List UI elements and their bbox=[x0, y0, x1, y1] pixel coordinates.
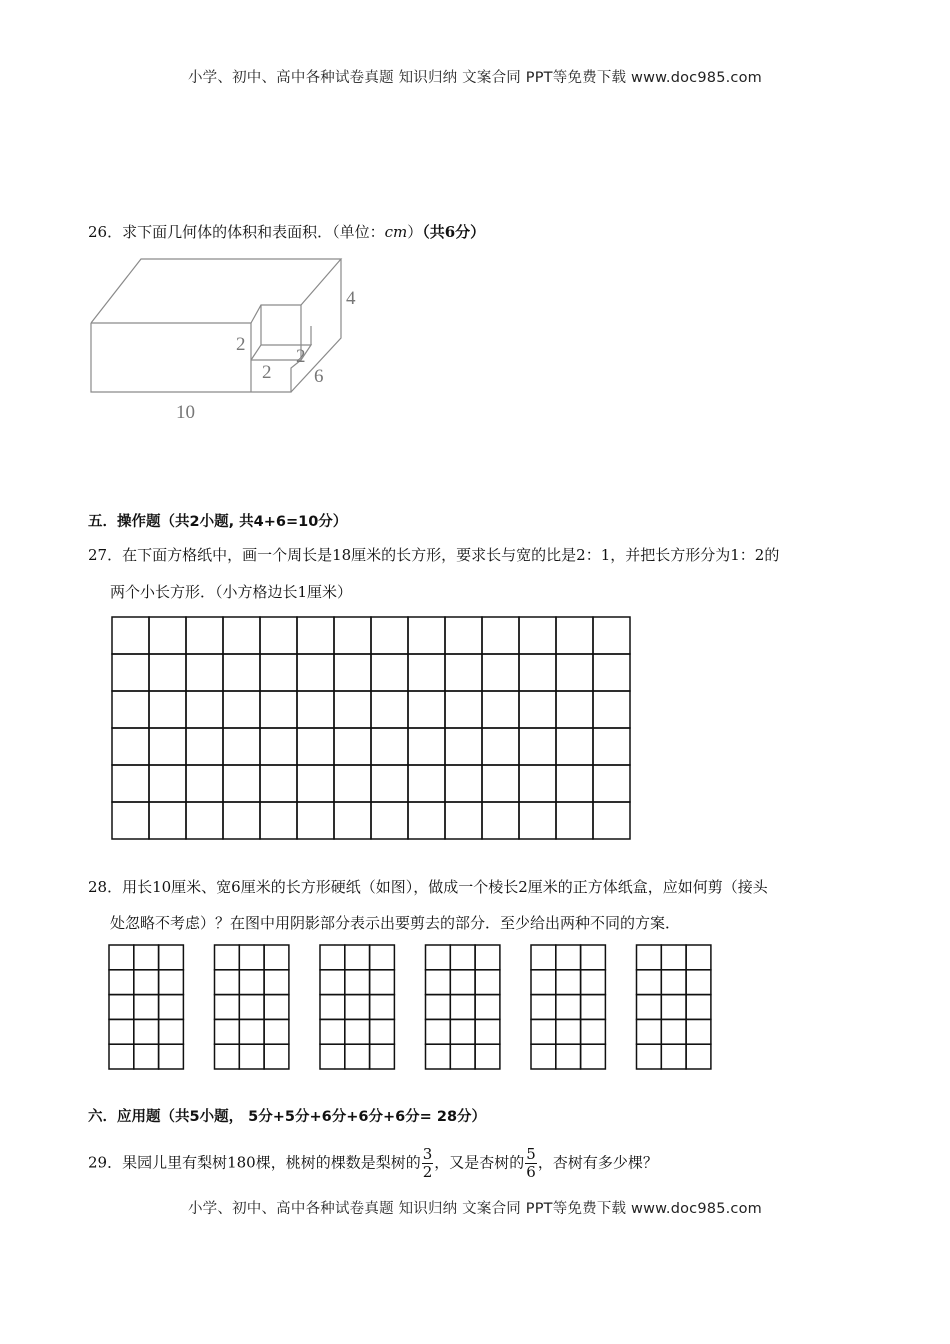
grid-cell bbox=[593, 691, 630, 728]
grid-cell bbox=[519, 728, 556, 765]
grid-cell bbox=[371, 765, 408, 802]
grid-cell bbox=[519, 654, 556, 691]
grid-cell bbox=[426, 1044, 451, 1069]
grid-cell bbox=[186, 617, 223, 654]
grid-cell bbox=[637, 1044, 662, 1069]
grid-cell bbox=[450, 970, 475, 995]
grid-cell bbox=[149, 802, 186, 839]
fraction-1-denominator: 2 bbox=[422, 1163, 433, 1181]
grid-cell bbox=[593, 765, 630, 802]
grid-cell bbox=[297, 617, 334, 654]
grid-cell bbox=[215, 1044, 240, 1069]
grid-cell bbox=[661, 1044, 686, 1069]
grid-cell bbox=[637, 1019, 662, 1044]
grid-cell bbox=[556, 1019, 581, 1044]
grid-cell bbox=[581, 945, 606, 970]
grid-27 bbox=[112, 617, 630, 839]
grid-cell bbox=[370, 945, 395, 970]
grid-cell bbox=[264, 970, 289, 995]
grid-cell bbox=[320, 1019, 345, 1044]
grid-cell bbox=[556, 654, 593, 691]
section-6-title: 六．应用题（共5小题， 5分+5分+6分+6分+6分= 28分） bbox=[88, 1109, 487, 1125]
grid-cell bbox=[109, 970, 134, 995]
question-26-close: ） bbox=[407, 223, 423, 241]
grid-cell bbox=[223, 765, 260, 802]
grid-cell bbox=[297, 802, 334, 839]
grid-cell bbox=[475, 1019, 500, 1044]
grid-cell bbox=[134, 1044, 159, 1069]
grid-cell bbox=[556, 970, 581, 995]
grid-cell bbox=[159, 1019, 184, 1044]
grid-cell bbox=[186, 654, 223, 691]
grid-cell bbox=[531, 1044, 556, 1069]
label-depth: 6 bbox=[314, 366, 324, 387]
grid-cell bbox=[556, 765, 593, 802]
grid-cell bbox=[475, 995, 500, 1020]
grid-cell bbox=[345, 945, 370, 970]
grid-cell bbox=[445, 617, 482, 654]
grid-cell bbox=[223, 802, 260, 839]
grid-cell bbox=[370, 970, 395, 995]
grid-cell bbox=[482, 617, 519, 654]
grid-cell bbox=[371, 802, 408, 839]
grid-cell bbox=[371, 728, 408, 765]
cardboard-grid-6 bbox=[637, 945, 711, 1069]
grid-cell bbox=[345, 1044, 370, 1069]
grid-cell bbox=[426, 995, 451, 1020]
question-26-points: （共6分） bbox=[422, 223, 486, 241]
grid-cell bbox=[370, 1044, 395, 1069]
grid-cell bbox=[408, 617, 445, 654]
grid-cell bbox=[149, 617, 186, 654]
cardboard-grid-5 bbox=[531, 945, 605, 1069]
question-29-part2: ，又是杏树的 bbox=[434, 1153, 525, 1172]
grid-cell bbox=[112, 802, 149, 839]
grid-cell bbox=[475, 945, 500, 970]
question-29-part3: ，杏树有多少棵？ bbox=[537, 1153, 658, 1172]
page-header: 小学、初中、高中各种试卷真题 知识归纳 文案合同 PPT等免费下载 www.doc985.com bbox=[187, 70, 763, 86]
grid-cell bbox=[556, 691, 593, 728]
grid-cell bbox=[215, 970, 240, 995]
grid-cell bbox=[112, 765, 149, 802]
grid-cell bbox=[320, 995, 345, 1020]
grid-cell bbox=[593, 802, 630, 839]
grid-cell bbox=[134, 1019, 159, 1044]
grid-cell bbox=[239, 1019, 264, 1044]
grid-cell bbox=[264, 1044, 289, 1069]
grid-cell bbox=[426, 970, 451, 995]
label-notch-w: 2 bbox=[262, 362, 272, 383]
grid-cell bbox=[531, 1019, 556, 1044]
grid-cell bbox=[239, 970, 264, 995]
grid-cell bbox=[450, 945, 475, 970]
cardboard-grid-3 bbox=[320, 945, 394, 1069]
grid-cell bbox=[531, 945, 556, 970]
question-29-part1: 29．果园儿里有梨树180棵，桃树的棵数是梨树的 bbox=[88, 1153, 421, 1172]
grid-cell bbox=[445, 802, 482, 839]
grid-cell bbox=[519, 802, 556, 839]
grid-cell bbox=[637, 995, 662, 1020]
grid-cell bbox=[334, 617, 371, 654]
grid-cell bbox=[112, 617, 149, 654]
grid-cell bbox=[581, 970, 606, 995]
grid-cell bbox=[186, 691, 223, 728]
grid-cell bbox=[686, 970, 711, 995]
grid-cell bbox=[223, 691, 260, 728]
question-26-text: 26．求下面几何体的体积和表面积．（单位： bbox=[88, 223, 385, 241]
grid-cell bbox=[134, 945, 159, 970]
grid-cell bbox=[637, 945, 662, 970]
grid-cell bbox=[556, 945, 581, 970]
grid-cell bbox=[556, 617, 593, 654]
grid-cell bbox=[686, 995, 711, 1020]
grid-cell bbox=[334, 802, 371, 839]
grid-cell bbox=[581, 1044, 606, 1069]
grid-cell bbox=[297, 728, 334, 765]
grid-cell bbox=[345, 995, 370, 1020]
grid-cell bbox=[475, 970, 500, 995]
grid-cell bbox=[661, 945, 686, 970]
grid-cell bbox=[223, 728, 260, 765]
grid-cell bbox=[661, 995, 686, 1020]
grid-cell bbox=[334, 691, 371, 728]
grid-cell bbox=[519, 765, 556, 802]
grid-cell bbox=[426, 1019, 451, 1044]
grid-cell bbox=[159, 945, 184, 970]
grid-cell bbox=[134, 970, 159, 995]
grid-cell bbox=[370, 995, 395, 1020]
grid-cell bbox=[445, 728, 482, 765]
cardboard-grid-2 bbox=[215, 945, 289, 1069]
grid-cell bbox=[264, 995, 289, 1020]
cardboard-grids bbox=[106, 942, 726, 1074]
grid-cell bbox=[482, 802, 519, 839]
grid-cell bbox=[260, 691, 297, 728]
grid-cell bbox=[450, 1019, 475, 1044]
grid-cell bbox=[297, 691, 334, 728]
grid-cell bbox=[637, 970, 662, 995]
grid-cell bbox=[593, 617, 630, 654]
grid-cell bbox=[223, 617, 260, 654]
fraction-1-numerator: 3 bbox=[422, 1145, 433, 1163]
grid-cell bbox=[260, 654, 297, 691]
grid-cell bbox=[264, 945, 289, 970]
grid-cell bbox=[112, 691, 149, 728]
question-28-line1: 28．用长10厘米、宽6厘米的长方形硬纸（如图），做成一个棱长2厘米的正方体纸盒，应如何剪（接头 bbox=[88, 878, 768, 896]
question-27-line1: 27．在下面方格纸中，画一个周长是18厘米的长方形，要求长与宽的比是2：1，并把长方形分为1：2的 bbox=[88, 546, 780, 564]
grid-cell bbox=[556, 728, 593, 765]
grid-cell bbox=[370, 1019, 395, 1044]
grid-cell bbox=[260, 617, 297, 654]
cardboard-grid-4 bbox=[426, 945, 500, 1069]
grid-cell bbox=[482, 765, 519, 802]
grid-cell bbox=[408, 728, 445, 765]
geometry-figure bbox=[80, 250, 370, 430]
fraction-five-sixths bbox=[525, 1146, 537, 1181]
grid-cell bbox=[297, 765, 334, 802]
label-notch-h: 2 bbox=[236, 334, 246, 355]
grid-cell bbox=[593, 728, 630, 765]
unit-cm: cm bbox=[384, 223, 408, 241]
grid-cell bbox=[408, 654, 445, 691]
grid-cell bbox=[109, 995, 134, 1020]
grid-cell bbox=[334, 654, 371, 691]
grid-cell bbox=[531, 970, 556, 995]
grid-cell bbox=[320, 945, 345, 970]
grid-cell bbox=[408, 802, 445, 839]
grid-cell bbox=[149, 654, 186, 691]
grid-cell bbox=[109, 945, 134, 970]
grid-cell bbox=[371, 617, 408, 654]
grid-cell bbox=[531, 995, 556, 1020]
grid-cell bbox=[159, 970, 184, 995]
grid-cell bbox=[260, 802, 297, 839]
question-28-line2: 处忽略不考虑）？在图中用阴影部分表示出要剪去的部分．至少给出两种不同的方案． bbox=[110, 914, 681, 932]
grid-cell bbox=[215, 1019, 240, 1044]
grid-cell bbox=[661, 970, 686, 995]
grid-cell bbox=[519, 691, 556, 728]
grid-cell bbox=[408, 691, 445, 728]
grid-cell bbox=[556, 995, 581, 1020]
grid-cell bbox=[475, 1044, 500, 1069]
grid-cell bbox=[320, 1044, 345, 1069]
grid-cell bbox=[149, 765, 186, 802]
grid-cell bbox=[239, 945, 264, 970]
grid-cell bbox=[186, 765, 223, 802]
grid-cell bbox=[239, 995, 264, 1020]
grid-cell bbox=[112, 728, 149, 765]
fraction-2-numerator: 5 bbox=[526, 1145, 536, 1163]
grid-cell bbox=[686, 1044, 711, 1069]
grid-cell bbox=[149, 691, 186, 728]
grid-cell bbox=[445, 765, 482, 802]
grid-cell bbox=[450, 995, 475, 1020]
grid-cell bbox=[686, 945, 711, 970]
grid-cell bbox=[519, 617, 556, 654]
section-5-title: 五．操作题（共2小题, 共4+6=10分） bbox=[88, 514, 348, 530]
grid-cell bbox=[223, 654, 260, 691]
grid-cell bbox=[371, 691, 408, 728]
cardboard-grid-1 bbox=[109, 945, 183, 1069]
grid-cell bbox=[661, 1019, 686, 1044]
grid-cell bbox=[482, 691, 519, 728]
question-27-line2: 两个小长方形．（小方格边长1厘米） bbox=[110, 583, 353, 601]
grid-cell bbox=[215, 945, 240, 970]
grid-cell bbox=[134, 995, 159, 1020]
grid-cell bbox=[260, 728, 297, 765]
label-length: 10 bbox=[176, 402, 195, 423]
fraction-2-denominator: 6 bbox=[526, 1163, 536, 1181]
grid-cell bbox=[260, 765, 297, 802]
grid-cell bbox=[445, 654, 482, 691]
grid-cell bbox=[345, 970, 370, 995]
grid-cell bbox=[264, 1019, 289, 1044]
grid-cell bbox=[112, 654, 149, 691]
grid-cell bbox=[426, 945, 451, 970]
grid-cell bbox=[556, 1044, 581, 1069]
label-notch-d: 2 bbox=[296, 346, 306, 367]
grid-cell bbox=[109, 1044, 134, 1069]
grid-cell bbox=[186, 728, 223, 765]
grid-cell bbox=[149, 728, 186, 765]
grid-cell bbox=[345, 1019, 370, 1044]
grid-cell bbox=[297, 654, 334, 691]
grid-cell bbox=[159, 995, 184, 1020]
grid-cell bbox=[593, 654, 630, 691]
question-29 bbox=[88, 1146, 658, 1181]
grid-cell bbox=[408, 765, 445, 802]
grid-cell bbox=[159, 1044, 184, 1069]
square-grid-paper bbox=[110, 615, 632, 845]
question-26 bbox=[88, 222, 485, 242]
fraction-three-halves bbox=[422, 1146, 434, 1181]
grid-cell bbox=[450, 1044, 475, 1069]
grid-cell bbox=[445, 691, 482, 728]
grid-cell bbox=[556, 802, 593, 839]
grid-cell bbox=[482, 654, 519, 691]
grid-cell bbox=[186, 802, 223, 839]
grid-cell bbox=[371, 654, 408, 691]
grid-cell bbox=[581, 1019, 606, 1044]
grid-cell bbox=[215, 995, 240, 1020]
page-footer: 小学、初中、高中各种试卷真题 知识归纳 文案合同 PPT等免费下载 www.doc985.com bbox=[187, 1201, 763, 1217]
label-height: 4 bbox=[346, 288, 356, 309]
grid-cell bbox=[334, 728, 371, 765]
grid-cell bbox=[482, 728, 519, 765]
grid-cell bbox=[686, 1019, 711, 1044]
grid-cell bbox=[109, 1019, 134, 1044]
grid-cell bbox=[581, 995, 606, 1020]
grid-cell bbox=[334, 765, 371, 802]
grid-cell bbox=[239, 1044, 264, 1069]
grid-cell bbox=[320, 970, 345, 995]
